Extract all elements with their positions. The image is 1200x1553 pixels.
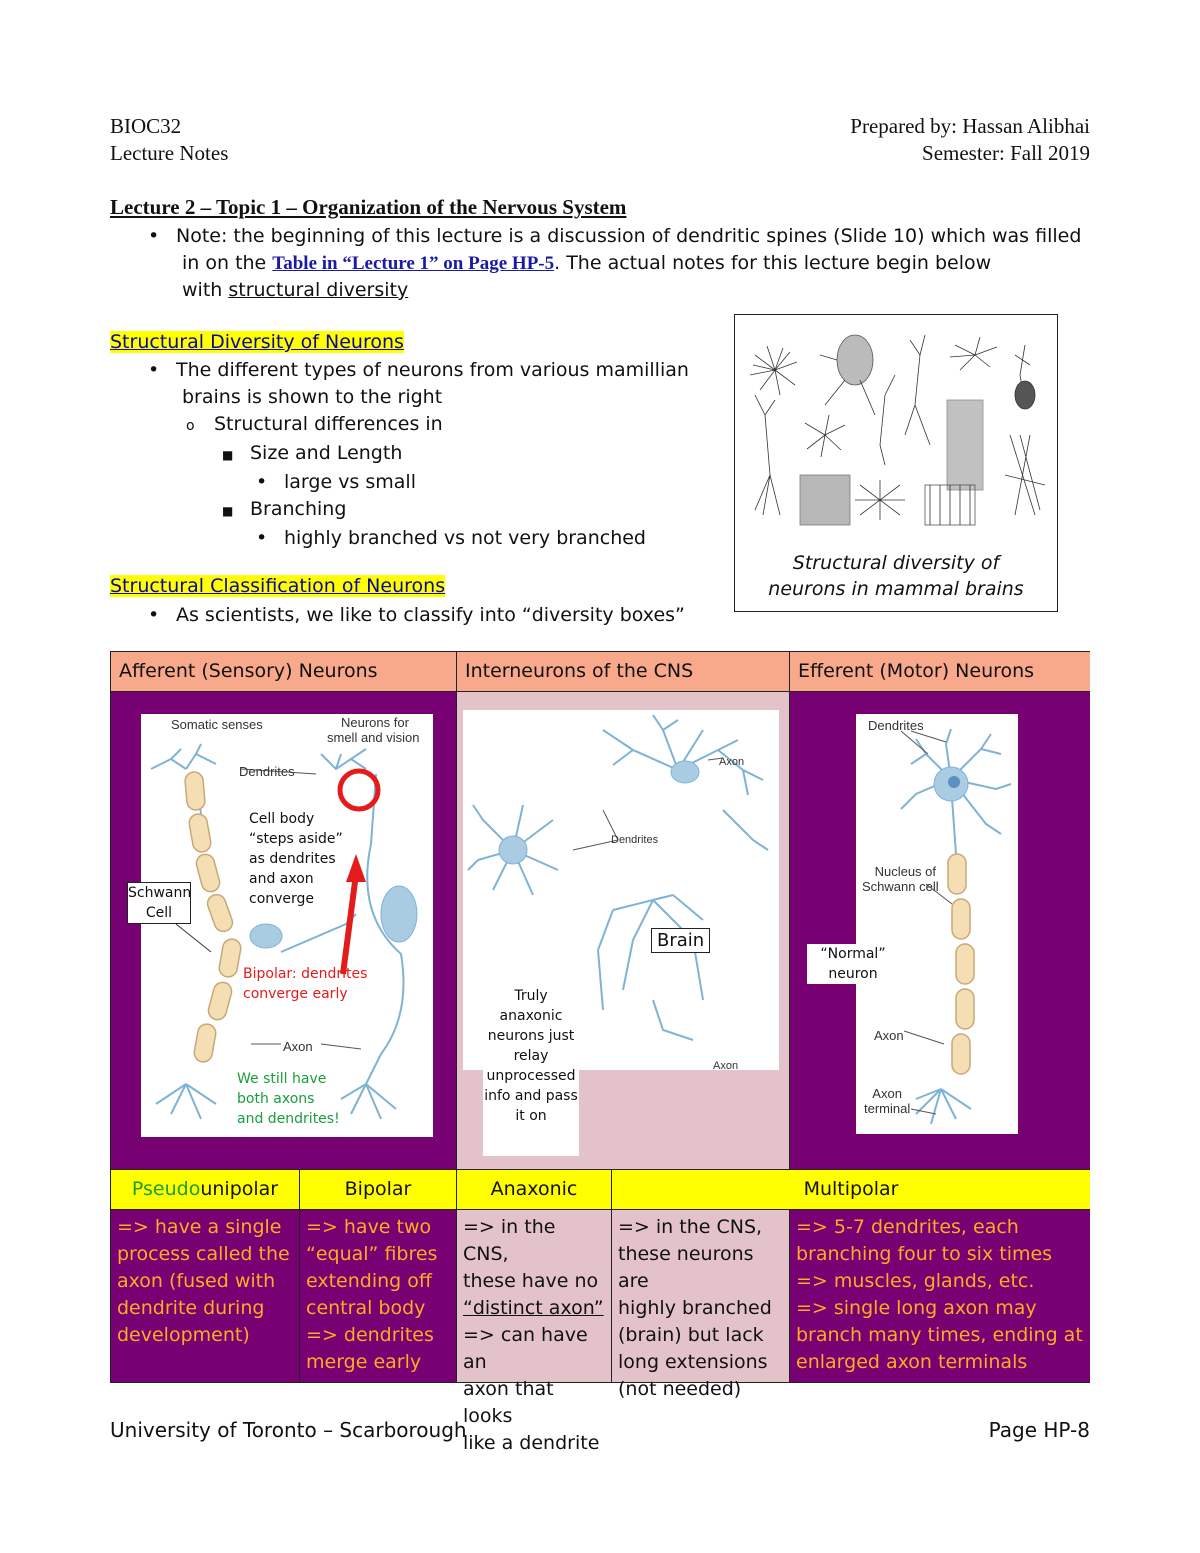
eff-nucleus-label: Nucleus of Schwann cell [862, 864, 939, 894]
type-bipolar: Bipolar [300, 1170, 457, 1210]
table-link[interactable]: Table in “Lecture 1” on Page HP-5 [272, 253, 555, 274]
dendrites-label: Dendrites [239, 764, 295, 779]
desc-anaxonic: => in the CNS, these have no “distinct axon” => can have an axon that looks like a dendrite [457, 1210, 612, 1383]
square-bullet-icon: ■ [222, 448, 234, 462]
efferent-cell [790, 692, 1090, 1170]
inter-dendrites-label: Dendrites [611, 834, 659, 846]
footer-university: University of Toronto – Scarborough [110, 1418, 467, 1442]
prepared-by: Prepared by: Hassan Alibhai [850, 114, 1090, 138]
doc-type: Lecture Notes [110, 141, 229, 165]
desc-pseudounipolar: => have a single process called the axon (fused with dendrite during development) [111, 1210, 300, 1383]
type-pseudounipolar: Pseudounipolar [111, 1170, 300, 1210]
intro-note [148, 223, 1098, 304]
section1-sub1-1-1: large vs small [284, 471, 416, 493]
axon-label: Axon [283, 1039, 313, 1054]
caption-line2: neurons in mammal brains [768, 578, 1024, 600]
neuron-diversity-illustration [735, 315, 1057, 540]
desc-bipolar: => have two “equal” fibres extending off central body => dendrites merge early [300, 1210, 457, 1383]
type-multipolar: Multipolar [612, 1170, 1090, 1210]
type-anaxonic: Anaxonic [457, 1170, 612, 1210]
afferent-cell [111, 692, 457, 1170]
structural-diversity-text: structural diversity [228, 279, 409, 301]
intro-line2-prefix: in on the [182, 252, 273, 274]
eff-axon-label: Axon [874, 1028, 904, 1043]
smell-label-1: Neurons for [341, 715, 409, 730]
inter-axon2-label: Axon [713, 1060, 739, 1072]
header-efferent: Efferent (Motor) Neurons [790, 652, 1090, 692]
eff-terminal-label: Axon terminal [864, 1086, 911, 1116]
bullet-icon: • [256, 471, 268, 493]
intro-line1: Note: the beginning of this lecture is a discussion of dendritic spines (Slide 10) which was filled [176, 225, 1082, 247]
cell-body-note: Cell body “steps aside” as dendrites and axon converge [249, 811, 343, 907]
motor-neuron-illustration [856, 714, 1018, 1134]
section1-sub1: Structural differences in [214, 413, 443, 435]
normal-neuron-note: “Normal” neuron [807, 944, 899, 984]
semester: Semester: Fall 2019 [922, 141, 1090, 165]
section1-sub1-2-1: highly branched vs not very branched [284, 527, 646, 549]
diversity-figure [734, 314, 1058, 612]
lecture-title: Lecture 2 – Topic 1 – Organization of the Nervous System [110, 195, 627, 219]
section2-heading: Structural Classification of Neurons [110, 575, 446, 597]
section1-list [148, 357, 718, 552]
circle-bullet-icon: o [186, 418, 195, 434]
intro-line2-suffix: . The actual notes for this lecture begin below [554, 252, 992, 274]
smell-label-2: smell and vision [327, 730, 420, 745]
header-afferent: Afferent (Sensory) Neurons [111, 652, 457, 692]
section1-sub1-1: Size and Length [250, 442, 403, 464]
bullet-icon: • [148, 604, 160, 626]
inter-axon-label: Axon [719, 756, 745, 768]
bipolar-note: Bipolar: dendrites converge early [243, 966, 368, 1002]
brain-label: Brain [651, 928, 710, 953]
section2-list [148, 602, 728, 629]
caption-line1: Structural diversity of [792, 552, 1000, 574]
section1-bullet1b: brains is shown to the right [182, 386, 443, 408]
still-have-note: We still have both axons and dendrites! [237, 1071, 340, 1127]
desc-multipolar: => 5-7 dendrites, each branching four to six times => muscles, glands, etc. => single long axon may branch many times, ending at enlarged axon terminals [790, 1210, 1090, 1383]
section1-bullet1a: The different types of neurons from various mamillian [176, 359, 689, 381]
section1-heading: Structural Diversity of Neurons [110, 331, 404, 353]
section1-sub1-2: Branching [250, 498, 347, 520]
intro-line3-prefix: with [182, 279, 229, 301]
figure-caption [735, 550, 1057, 602]
afferent-image [141, 714, 433, 1137]
eff-dendrites-label: Dendrites [868, 718, 924, 733]
footer-page-number: Page HP-8 [988, 1418, 1090, 1442]
bullet-icon: • [256, 527, 268, 549]
truly-anaxonic-note: Truly anaxonic neurons just relay unprocessed info and pass it on [483, 982, 579, 1156]
somatic-senses-label: Somatic senses [171, 717, 263, 732]
efferent-image [856, 714, 1018, 1134]
schwann-cell-note: Schwann Cell [127, 882, 191, 924]
header-interneurons: Interneurons of the CNS [457, 652, 790, 692]
square-bullet-icon: ■ [222, 504, 234, 518]
section2-bullet1: As scientists, we like to classify into “diversity boxes” [176, 604, 685, 626]
course-code: BIOC32 [110, 114, 182, 138]
bullet-icon: • [148, 359, 160, 381]
interneuron-cell [457, 692, 790, 1170]
bullet-icon: • [148, 225, 160, 247]
desc-cns-multipolar: => in the CNS, these neurons are highly branched (brain) but lack long extensions (not needed) [612, 1210, 790, 1383]
